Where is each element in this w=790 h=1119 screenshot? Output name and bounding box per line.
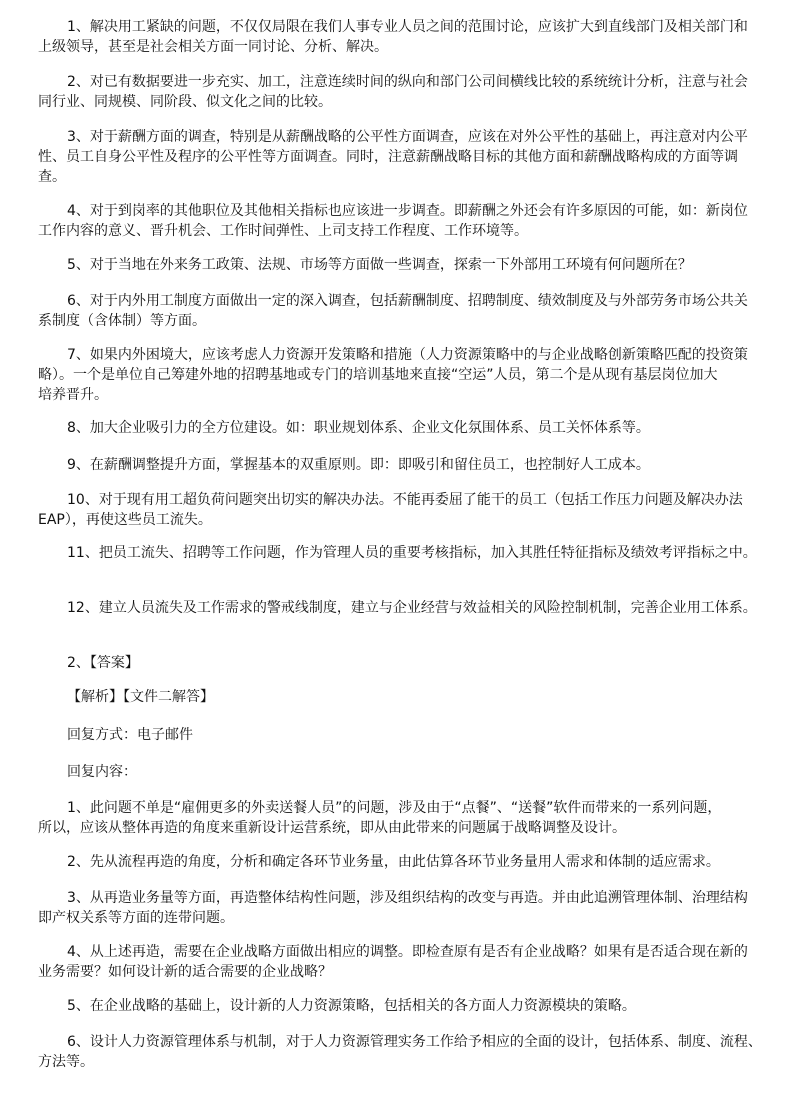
text-line: 10、对于现有用工超负荷问题突出切实的解决办法。不能再委屈了能干的员工（包括工作压力问题及解决办法 [67, 492, 743, 508]
text-line: 培养晋升。 [38, 387, 108, 403]
text-line: 11、把员工流失、招聘等工作问题，作为管理人员的重要考核指标，加入其胜任特征指标及绩效考评指标之中。 [67, 545, 757, 561]
text-line: 3、从再造业务量等方面，再造整体结构性问题，涉及组织结构的改变与再造。并由此追溯管理体制、治理结构 [67, 890, 748, 906]
paragraph [38, 543, 758, 563]
text-line: 5、在企业战略的基础上，设计新的人力资源策略，包括相关的各方面人力资源模块的策略。 [67, 998, 636, 1014]
text-line: 查。 [38, 169, 66, 185]
text-line: 6、设计人力资源管理体系与机制，对于人力资源管理实务工作给予相应的全面的设计，包括体系、制度、流程、 [67, 1034, 762, 1050]
text-line: 同行业、同规模、同阶段、似文化之间的比较。 [38, 94, 332, 110]
text-line: 9、在薪酬调整提升方面，掌握基本的双重原则。即：即吸引和留住员工，也控制好人工成本。 [67, 457, 650, 473]
paragraph [38, 455, 758, 475]
paragraph [38, 1032, 762, 1072]
paragraph [38, 345, 758, 405]
paragraph [38, 201, 758, 241]
paragraph [38, 942, 758, 982]
paragraph [38, 687, 758, 707]
paragraph [38, 291, 758, 331]
text-line: 方法等。 [38, 1054, 94, 1070]
text-line: 12、建立人员流失及工作需求的警戒线制度，建立与企业经营与效益相关的风险控制机制，完善企业用工体系。 [67, 600, 757, 616]
paragraph [38, 852, 758, 872]
text-line: 5、对于当地在外来务工政策、法规、市场等方面做一些调查，探索一下外部用工环境有何问题所在？ [67, 257, 692, 273]
text-line: 性、员工自身公平性及程序的公平性等方面调查。同时，注意薪酬战略目标的其他方面和薪酬战略构成的方面等调 [38, 149, 738, 165]
text-line: 业务需要？如何设计新的适合需要的企业战略？ [38, 964, 332, 980]
paragraph [38, 798, 758, 838]
text-line: 7、如果内外困境大，应该考虑人力资源开发策略和措施（人力资源策略中的与企业战略创新策略匹配的投资策 [67, 347, 748, 363]
text-line: 回复内容： [67, 764, 137, 780]
paragraph [38, 653, 758, 673]
paragraph [38, 490, 758, 530]
text-line: 工作内容的意义、晋升机会、工作时间弹性、上司支持工作程度、工作环境等。 [38, 223, 528, 239]
text-line: 4、对于到岗率的其他职位及其他相关指标也应该进一步调查。即薪酬之外还会有许多原因的可能，如：新岗位 [67, 203, 748, 219]
text-line: 6、对于内外用工制度方面做出一定的深入调查，包括薪酬制度、招聘制度、绩效制度及与外部劳务市场公共关 [67, 293, 748, 309]
text-line: 略）。一个是单位自己筹建外地的招聘基地或专门的培训基地来直接“空运”人员，第二个是从现有基层岗位加大 [38, 367, 718, 383]
paragraph [38, 725, 758, 745]
text-line: 2、对已有数据要进一步充实、加工，注意连续时间的纵向和部门公司间横线比较的系统统计分析，注意与社会 [67, 74, 748, 90]
text-line: 4、从上述再造，需要在企业战略方面做出相应的调整。即检查原有是否有企业战略？如果有是否适合现在新的 [67, 944, 748, 960]
text-line: 回复方式：电子邮件 [67, 727, 193, 743]
text-line: 上级领导，甚至是社会相关方面一同讨论、分析、解决。 [38, 39, 388, 55]
paragraph [38, 996, 758, 1016]
text-line: 1、此问题不单是“雇佣更多的外卖送餐人员”的问题，涉及由于“点餐”、“送餐”软件而带来的一系列问题， [67, 800, 722, 816]
text-line: 【解析】【文件二解答】 [67, 689, 214, 705]
paragraph [38, 255, 758, 275]
text-line: EAP），再使这些员工流失。 [38, 512, 212, 528]
text-line: 2、【答案】 [67, 655, 139, 671]
paragraph [38, 762, 758, 782]
text-line: 8、加大企业吸引力的全方位建设。如：职业规划体系、企业文化氛围体系、员工关怀体系等。 [67, 420, 650, 436]
text-line: 即产权关系等方面的连带问题。 [38, 910, 234, 926]
paragraph [38, 598, 758, 618]
text-line: 所以，应该从整体再造的角度来重新设计运营系统，即从由此带来的问题属于战略调整及设计。 [38, 820, 626, 836]
paragraph [38, 17, 758, 57]
text-line: 1、解决用工紧缺的问题，不仅仅局限在我们人事专业人员之间的范围讨论，应该扩大到直线部门及相关部门和 [67, 19, 748, 35]
text-line: 2、先从流程再造的角度，分析和确定各环节业务量，由此估算各环节业务量用人需求和体制的适应需求。 [67, 854, 720, 870]
paragraph [38, 127, 758, 187]
text-line: 3、对于薪酬方面的调查，特别是从薪酬战略的公平性方面调查，应该在对外公平性的基础上，再注意对内公平 [67, 129, 748, 145]
paragraph [38, 418, 758, 438]
paragraph [38, 888, 758, 928]
text-line: 系制度（含体制）等方面。 [38, 313, 206, 329]
paragraph [38, 72, 758, 112]
